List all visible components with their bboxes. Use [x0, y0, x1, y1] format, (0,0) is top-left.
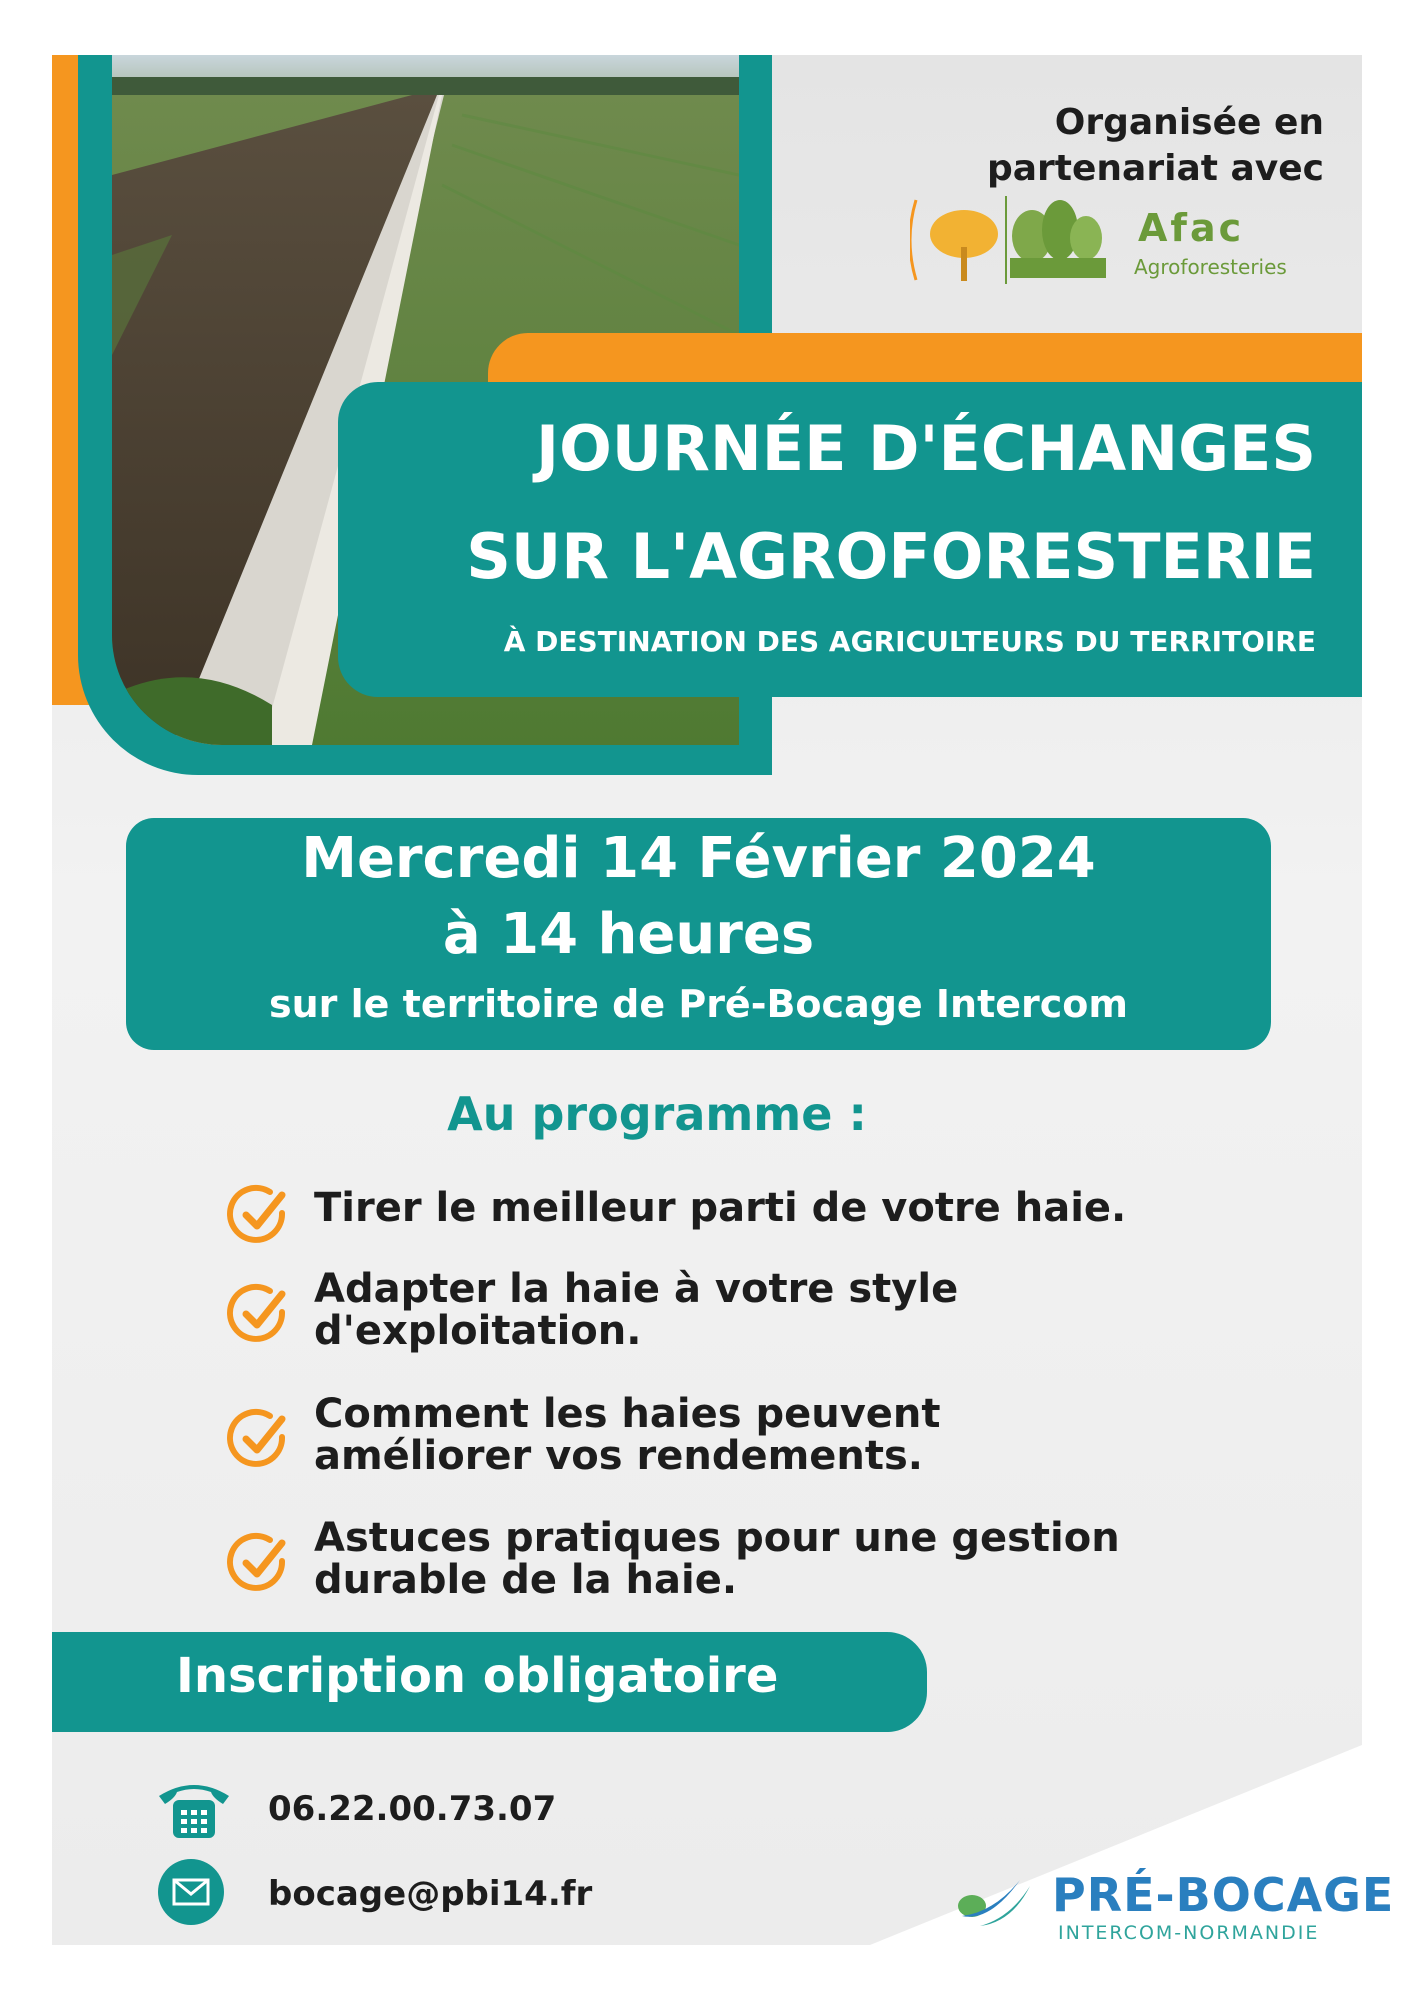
partner-line-1: Organisée en — [1054, 102, 1324, 143]
partner-heading — [987, 100, 1324, 192]
phone-icon — [155, 1778, 233, 1840]
afac-logo-sub: Agroforesteries — [1134, 255, 1287, 279]
program-item — [226, 1268, 1226, 1358]
title-subtitle: À DESTINATION DES AGRICULTEURS DU TERRITOIRE — [503, 625, 1316, 658]
organizer-name: PRÉ-BOCAGE — [1052, 1868, 1395, 1922]
mail-icon — [158, 1859, 224, 1925]
event-date: Mercredi 14 Février 2024 — [301, 826, 1096, 891]
program-heading: Au programme : — [447, 1087, 867, 1141]
organizer-sub: INTERCOM-NORMANDIE — [1058, 1922, 1320, 1944]
program-item — [226, 1183, 1226, 1243]
title-line-2: SUR L'AGROFORESTERIE — [466, 520, 1316, 593]
check-icon — [226, 1531, 290, 1595]
program-item — [226, 1393, 1226, 1483]
program-item-text: Astuces pratiques pour une gestion durable de la haie. — [314, 1515, 1120, 1603]
check-icon — [226, 1183, 290, 1247]
check-icon — [226, 1407, 290, 1471]
event-time: à 14 heures — [442, 902, 815, 967]
partner-line-2: partenariat avec — [986, 148, 1324, 189]
registration-label: Inscription obligatoire — [176, 1648, 779, 1704]
program-item-text: Adapter la haie à votre style d'exploitation. — [314, 1266, 959, 1354]
program-item-text: Tirer le meilleur parti de votre haie. — [314, 1185, 1127, 1231]
program-item-text: Comment les haies peuvent améliorer vos rendements. — [314, 1391, 941, 1479]
phone-number[interactable]: 06.22.00.73.07 — [268, 1789, 557, 1829]
check-icon — [226, 1282, 290, 1346]
email-address[interactable]: bocage@pbi14.fr — [268, 1874, 593, 1914]
orange-bar-top — [488, 333, 1362, 385]
afac-logo-name: Afac — [1138, 206, 1245, 250]
pre-bocage-logo — [950, 1872, 1050, 1942]
event-location: sur le territoire de Pré-Bocage Intercom — [268, 982, 1129, 1026]
program-item — [226, 1517, 1226, 1607]
title-line-1: JOURNÉE D'ÉCHANGES — [536, 412, 1316, 485]
